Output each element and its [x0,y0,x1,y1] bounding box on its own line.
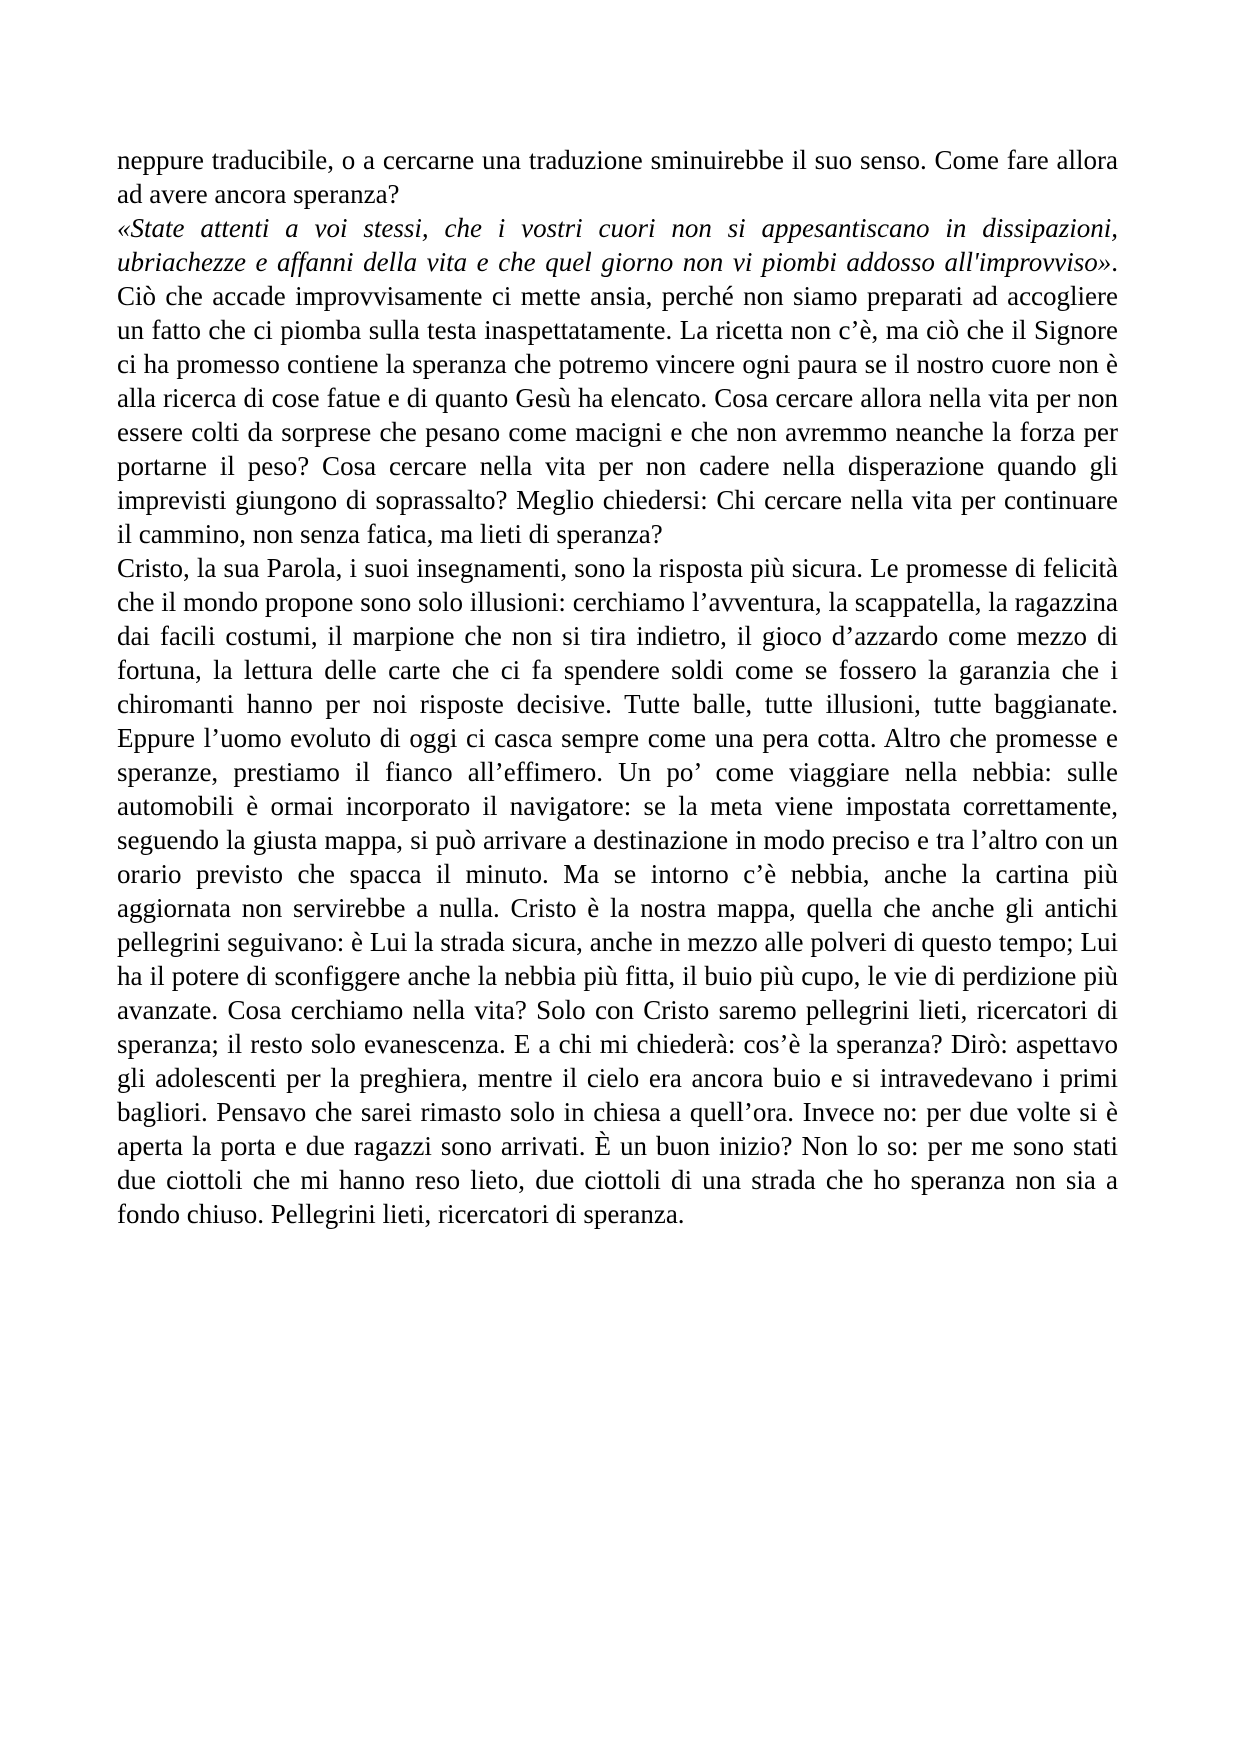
paragraph-2 [117,211,1118,551]
paragraph-1 [117,143,1118,211]
text-segment: . Ciò che accade improvvisamente ci mette ansia, perché non siamo preparati ad accogliere un fatto che ci piomba sulla testa inaspettatamente. La ricetta non c’è, ma ciò che il Signore ci ha promesso contiene la speranza che potremo vincere ogni paura se il nostro cuore non è alla ricerca di cose fatue e di quanto Gesù ha elencato. Cosa cercare allora nella vita per non essere colti da sorprese che pesano come macigni e che non avremmo neanche la forza per portarne il peso? Cosa cercare nella vita per non cadere nella disperazione quando gli imprevisti giungono di soprassalto? Meglio chiedersi: Chi cercare nella vita per continuare il cammino, non senza fatica, ma lieti di speranza? [117,247,1118,549]
paragraph-3 [117,551,1118,1231]
italic-text-segment: «State attenti a voi stessi, che i vostri cuori non si appesantiscano in dissipazioni, ubriachezze e affanni della vita e che quel giorno non vi piombi addosso all'improvviso» [117,213,1118,277]
text-segment: neppure traducibile, o a cercarne una traduzione sminuirebbe il suo senso. Come fare allora ad avere ancora speranza? [117,145,1118,209]
text-segment: Cristo, la sua Parola, i suoi insegnamenti, sono la risposta più sicura. Le promesse di felicità che il mondo propone sono solo illusioni: cerchiamo l’avventura, la scappatella, la ragazzina dai facili costumi, il marpione che non si tira indietro, il gioco d’azzardo come mezzo di fortuna, la lettura delle carte che ci fa spendere soldi come se fossero la garanzia che i chiromanti hanno per noi risposte decisive. Tutte balle, tutte illusioni, tutte baggianate. Eppure l’uomo evoluto di oggi ci casca sempre come una pera cotta. Altro che promesse e speranze, prestiamo il fianco all’effimero. Un po’ come viaggiare nella nebbia: sulle automobili è ormai incorporato il navigatore: se la meta viene impostata correttamente, seguendo la giusta mappa, si può arrivare a destinazione in modo preciso e tra l’altro con un orario previsto che spacca il minuto. Ma se intorno c’è nebbia, anche la cartina più aggiornata non servirebbe a nulla. Cristo è la nostra mappa, quella che anche gli antichi pellegrini seguivano: è Lui la strada sicura, anche in mezzo alle polveri di questo tempo; Lui ha il potere di sconfiggere anche la nebbia più fitta, il buio più cupo, le vie di perdizione più avanzate. Cosa cerchiamo nella vita? Solo con Cristo saremo pellegrini lieti, ricercatori di speranza; il resto solo evanescenza. E a chi mi chiederà: cos’è la speranza? Dirò: aspettavo gli adolescenti per la preghiera, mentre il cielo era ancora buio e si intravedevano i primi bagliori. Pensavo che sarei rimasto solo in chiesa a quell’ora. Invece no: per due volte si è aperta la porta e due ragazzi sono arrivati. È un buon inizio? Non lo so: per me sono stati due ciottoli che mi hanno reso lieto, due ciottoli di una strada che ho speranza non sia a fondo chiuso. Pellegrini lieti, ricercatori di speranza. [117,553,1118,1229]
document-body [117,143,1118,1231]
